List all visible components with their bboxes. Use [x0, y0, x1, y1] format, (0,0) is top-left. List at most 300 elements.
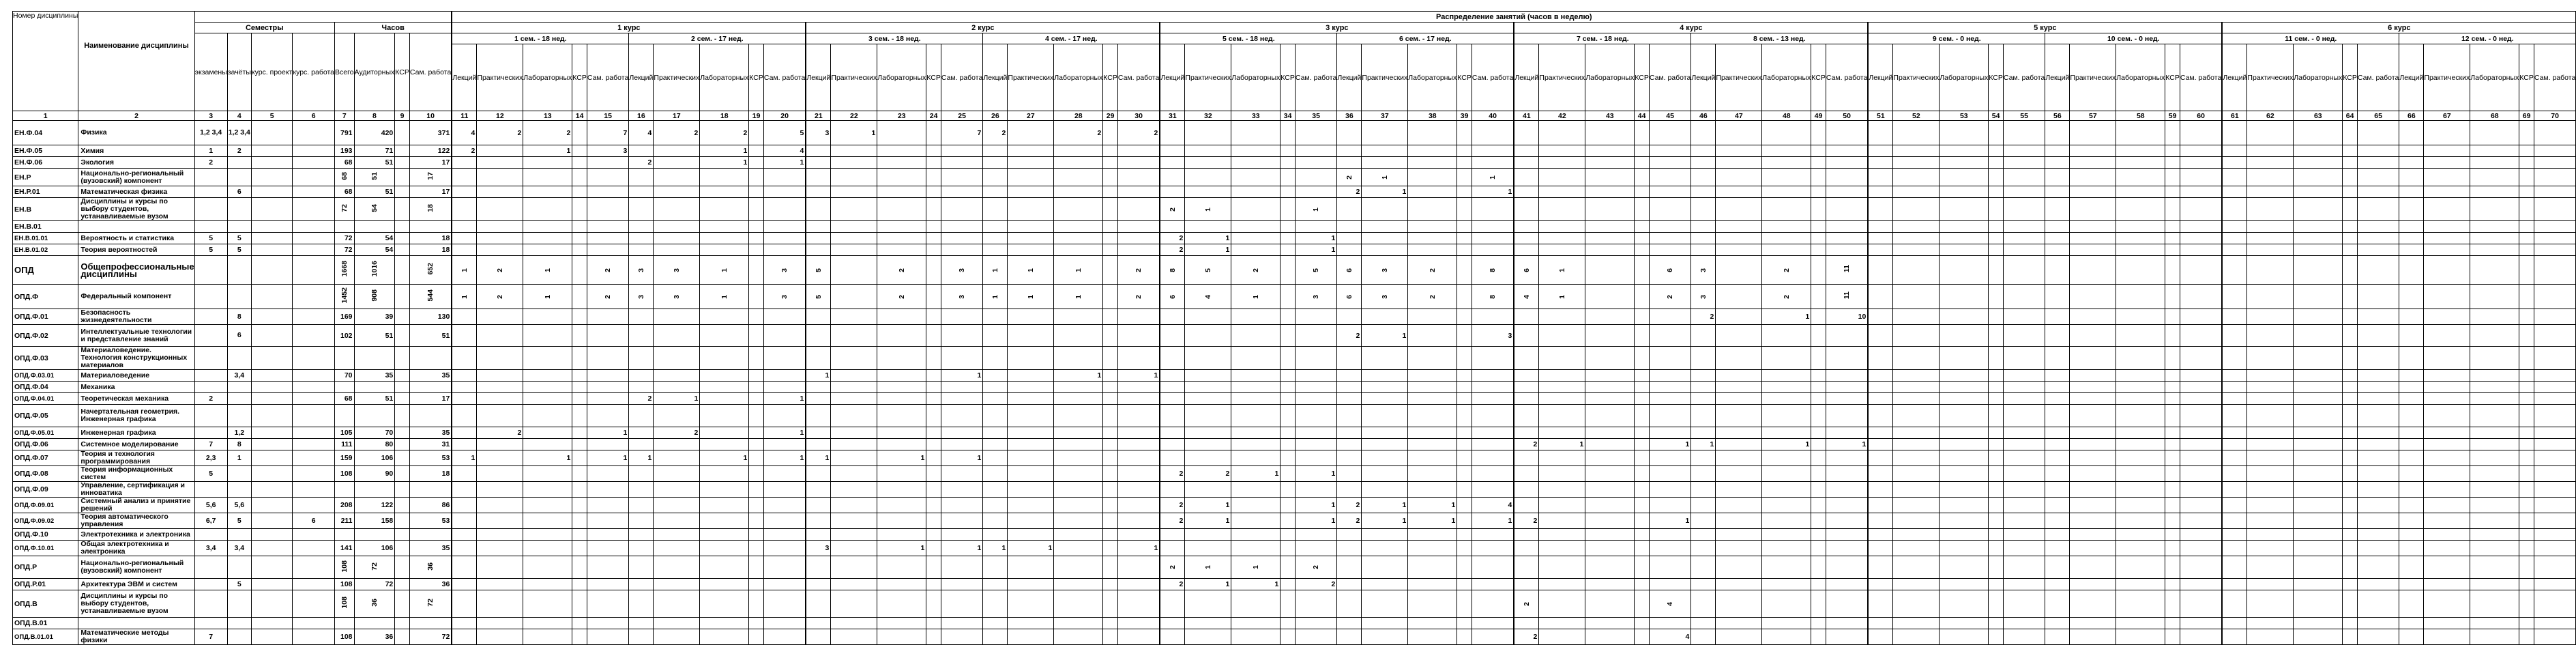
weekly-hours — [523, 482, 572, 498]
weekly-hours — [983, 579, 1008, 590]
lesson-type-header: Сам. работа — [1472, 44, 1514, 111]
weekly-hours — [1940, 590, 1989, 618]
weekly-hours — [452, 309, 477, 325]
hours-aud — [354, 256, 395, 285]
weekly-hours — [1691, 169, 1716, 186]
weekly-hours — [806, 347, 831, 370]
discipline-name: Архитектура ЭВМ и систем — [78, 579, 194, 590]
hours-total — [334, 590, 354, 618]
weekly-hours — [877, 121, 926, 145]
weekly-hours — [831, 541, 877, 556]
weekly-hours — [1472, 382, 1514, 393]
weekly-hours — [477, 405, 523, 427]
weekly-hours — [1362, 145, 1408, 157]
weekly-hours — [654, 256, 700, 285]
weekly-hours: 1 — [1762, 309, 1811, 325]
weekly-hours — [572, 439, 587, 450]
weekly-hours — [2003, 556, 2045, 579]
weekly-hours — [749, 370, 764, 382]
weekly-hours-value: 1 — [1251, 565, 1260, 569]
weekly-hours — [1585, 370, 1635, 382]
discipline-name: Национально-региональный (вузовский) компонент — [78, 169, 194, 186]
weekly-hours — [941, 498, 982, 513]
weekly-hours — [1989, 529, 2004, 541]
hours-sam: 18 — [409, 466, 452, 482]
weekly-hours: 2 — [1160, 244, 1185, 256]
weekly-hours: 2 — [1160, 498, 1185, 513]
weekly-hours — [1054, 145, 1103, 157]
weekly-hours — [1457, 629, 1472, 645]
weekly-hours — [1940, 309, 1989, 325]
lesson-type-header: Практических — [477, 44, 523, 111]
weekly-hours — [523, 556, 572, 579]
column-number: 44 — [1635, 111, 1650, 121]
weekly-hours — [1103, 256, 1118, 285]
semester-kr — [293, 618, 335, 629]
hours-sam-value: 36 — [426, 562, 435, 571]
weekly-hours — [1893, 244, 1940, 256]
discipline-name: Материаловедение — [78, 370, 194, 382]
weekly-hours — [1989, 629, 2004, 645]
weekly-hours — [1457, 382, 1472, 393]
weekly-hours — [2180, 285, 2222, 309]
weekly-hours: 2 — [1054, 121, 1103, 145]
weekly-hours — [1762, 556, 1811, 579]
weekly-hours — [1649, 121, 1690, 145]
weekly-hours — [523, 405, 572, 427]
weekly-hours — [2045, 121, 2070, 145]
weekly-hours — [1117, 145, 1160, 157]
weekly-hours — [877, 157, 926, 169]
weekly-hours — [1408, 579, 1457, 590]
weekly-hours — [1762, 382, 1811, 393]
weekly-hours — [1117, 513, 1160, 529]
hours-ksr — [395, 541, 410, 556]
weekly-hours — [1408, 325, 1457, 347]
weekly-hours — [1280, 556, 1296, 579]
weekly-hours — [2294, 309, 2343, 325]
weekly-hours — [1514, 186, 1539, 198]
weekly-hours — [1635, 285, 1650, 309]
weekly-hours — [2045, 513, 2070, 529]
weekly-hours — [941, 198, 982, 221]
weekly-hours — [2180, 427, 2222, 439]
weekly-hours — [1514, 157, 1539, 169]
weekly-hours — [1893, 498, 1940, 513]
discipline-code: ОПД — [13, 256, 78, 285]
weekly-hours — [749, 198, 764, 221]
discipline-code: ЕН.Р.01 — [13, 186, 78, 198]
weekly-hours — [1940, 256, 1989, 285]
weekly-hours — [587, 618, 628, 629]
lesson-type-header: Лабораторных — [1408, 44, 1457, 111]
weekly-hours — [1649, 393, 1690, 405]
weekly-hours — [941, 618, 982, 629]
hours-sam-value: 17 — [426, 172, 435, 180]
weekly-hours — [926, 198, 941, 221]
hours-aud — [354, 556, 395, 579]
weekly-hours — [2070, 629, 2116, 645]
weekly-hours — [877, 629, 926, 645]
weekly-hours — [1826, 556, 1868, 579]
hours-ksr — [395, 556, 410, 579]
semester-zach: 1,2 — [227, 427, 251, 439]
weekly-hours-value: 3 — [636, 268, 645, 272]
table-row — [13, 529, 2576, 541]
weekly-hours — [2003, 309, 2045, 325]
table-row — [13, 590, 2576, 618]
weekly-hours — [941, 325, 982, 347]
weekly-hours — [587, 529, 628, 541]
weekly-hours — [1408, 186, 1457, 198]
weekly-hours — [2519, 393, 2534, 405]
hours-total: 105 — [334, 427, 354, 439]
weekly-hours — [2116, 466, 2165, 482]
weekly-hours — [700, 285, 749, 309]
weekly-hours — [941, 513, 982, 529]
weekly-hours — [2165, 427, 2180, 439]
weekly-hours — [587, 482, 628, 498]
weekly-hours-value: 2 — [1428, 268, 1437, 272]
weekly-hours — [1716, 618, 1762, 629]
weekly-hours — [1539, 579, 1585, 590]
weekly-hours — [1893, 529, 1940, 541]
hours-sam: 51 — [409, 325, 452, 347]
weekly-hours — [2470, 393, 2519, 405]
weekly-hours — [2247, 629, 2294, 645]
weekly-hours — [1117, 466, 1160, 482]
weekly-hours — [1231, 325, 1280, 347]
weekly-hours — [1008, 629, 1054, 645]
weekly-hours — [1008, 482, 1054, 498]
weekly-hours — [1160, 439, 1185, 450]
weekly-hours — [926, 427, 941, 439]
weekly-hours — [1117, 439, 1160, 450]
weekly-hours — [1280, 629, 1296, 645]
weekly-hours — [1893, 157, 1940, 169]
weekly-hours — [749, 482, 764, 498]
weekly-hours — [1514, 541, 1539, 556]
discipline-code: ОПД.Ф.03 — [13, 347, 78, 370]
weekly-hours — [2070, 439, 2116, 450]
weekly-hours — [1635, 618, 1650, 629]
weekly-hours: 1 — [1295, 466, 1336, 482]
lesson-type-header: Практических — [1362, 44, 1408, 111]
weekly-hours — [1337, 121, 1362, 145]
weekly-hours — [1103, 285, 1118, 309]
weekly-hours-value: 2 — [604, 268, 613, 272]
weekly-hours — [2399, 556, 2424, 579]
table-row — [13, 309, 2576, 325]
weekly-hours — [831, 579, 877, 590]
weekly-hours — [1940, 370, 1989, 382]
weekly-hours: 1 — [700, 145, 749, 157]
weekly-hours — [1362, 309, 1408, 325]
semester-zach — [227, 405, 251, 427]
weekly-hours — [2519, 405, 2534, 427]
weekly-hours — [1649, 256, 1690, 285]
column-number: 46 — [1691, 111, 1716, 121]
weekly-hours — [831, 629, 877, 645]
weekly-hours — [2470, 513, 2519, 529]
weekly-hours: 1 — [452, 450, 477, 466]
weekly-hours — [2343, 579, 2358, 590]
weekly-hours — [1811, 393, 1826, 405]
weekly-hours — [1762, 529, 1811, 541]
weekly-hours — [1989, 482, 2004, 498]
lesson-type-header: Лабораторных — [2294, 44, 2343, 111]
weekly-hours — [2519, 529, 2534, 541]
weekly-hours — [1539, 450, 1585, 466]
weekly-hours-value: 2 — [1666, 294, 1675, 299]
lesson-type-header: Сам. работа — [941, 44, 982, 111]
weekly-hours — [2247, 285, 2294, 309]
hours-sam — [409, 405, 452, 427]
weekly-hours — [2294, 186, 2343, 198]
hours-ksr — [395, 370, 410, 382]
weekly-hours — [2294, 629, 2343, 645]
table-row — [13, 382, 2576, 393]
weekly-hours — [2180, 169, 2222, 186]
weekly-hours — [700, 186, 749, 198]
weekly-hours — [629, 439, 654, 450]
weekly-hours — [926, 145, 941, 157]
weekly-hours — [2070, 309, 2116, 325]
column-number: 69 — [2519, 111, 2534, 121]
weekly-hours — [587, 198, 628, 221]
weekly-hours — [2294, 482, 2343, 498]
weekly-hours — [877, 405, 926, 427]
hours-sam: 122 — [409, 145, 452, 157]
weekly-hours — [1337, 556, 1362, 579]
weekly-hours — [763, 618, 806, 629]
weekly-hours-value: 3 — [1380, 294, 1389, 299]
weekly-hours — [2247, 541, 2294, 556]
weekly-hours — [941, 579, 982, 590]
weekly-hours — [523, 309, 572, 325]
weekly-hours — [1691, 618, 1716, 629]
weekly-hours — [1940, 347, 1989, 370]
weekly-hours — [1893, 513, 1940, 529]
weekly-hours — [1635, 325, 1650, 347]
weekly-hours — [1185, 186, 1231, 198]
semester-ex — [194, 370, 227, 382]
weekly-hours — [1716, 498, 1762, 513]
weekly-hours — [2534, 309, 2575, 325]
semester-kr — [293, 450, 335, 466]
discipline-code: ЕН.Ф.05 — [13, 145, 78, 157]
weekly-hours — [1362, 121, 1408, 145]
weekly-hours — [1362, 556, 1408, 579]
weekly-hours — [1811, 285, 1826, 309]
weekly-hours: 1 — [587, 427, 628, 439]
weekly-hours — [1989, 450, 2004, 466]
weekly-hours — [1691, 325, 1716, 347]
weekly-hours — [831, 285, 877, 309]
weekly-hours — [1472, 145, 1514, 157]
weekly-hours: 1 — [941, 370, 982, 382]
hours-total: 68 — [334, 186, 354, 198]
semester-kp — [251, 439, 293, 450]
table-row — [13, 285, 2576, 309]
weekly-hours — [2399, 482, 2424, 498]
weekly-hours — [2294, 439, 2343, 450]
hours-ksr — [395, 529, 410, 541]
weekly-hours — [1362, 439, 1408, 450]
weekly-hours — [2357, 145, 2399, 157]
weekly-hours: 1 — [1649, 513, 1690, 529]
weekly-hours — [1117, 325, 1160, 347]
weekly-hours — [2070, 244, 2116, 256]
weekly-hours — [1691, 198, 1716, 221]
discipline-name: Экология — [78, 157, 194, 169]
weekly-hours — [2165, 382, 2180, 393]
weekly-hours — [1295, 382, 1336, 393]
weekly-hours — [2534, 393, 2575, 405]
weekly-hours — [983, 244, 1008, 256]
weekly-hours — [2222, 325, 2247, 347]
weekly-hours — [1691, 233, 1716, 244]
weekly-hours — [831, 450, 877, 466]
weekly-hours — [1008, 498, 1054, 513]
weekly-hours — [1337, 157, 1362, 169]
weekly-hours — [587, 186, 628, 198]
weekly-hours — [1103, 427, 1118, 439]
hours-ksr — [395, 513, 410, 529]
weekly-hours — [2424, 256, 2470, 285]
weekly-hours — [806, 256, 831, 285]
weekly-hours — [1635, 466, 1650, 482]
weekly-hours — [1811, 169, 1826, 186]
semester-kr — [293, 482, 335, 498]
weekly-hours — [2116, 427, 2165, 439]
hours-sam: 53 — [409, 513, 452, 529]
weekly-hours — [629, 579, 654, 590]
weekly-hours — [1280, 198, 1296, 221]
weekly-hours — [1826, 256, 1868, 285]
column-number: 22 — [831, 111, 877, 121]
weekly-hours — [831, 556, 877, 579]
semester-ex — [194, 579, 227, 590]
col-number-header: Номер дисциплины — [13, 12, 78, 111]
weekly-hours — [1117, 393, 1160, 405]
weekly-hours — [1457, 579, 1472, 590]
semester-kr — [293, 186, 335, 198]
weekly-hours — [1649, 370, 1690, 382]
weekly-hours — [2222, 382, 2247, 393]
weekly-hours — [1893, 393, 1940, 405]
weekly-hours — [1362, 405, 1408, 427]
lesson-type-header: Практических — [2070, 44, 2116, 111]
weekly-hours: 2 — [477, 427, 523, 439]
weekly-hours — [2519, 325, 2534, 347]
semester-kr — [293, 256, 335, 285]
weekly-hours — [2180, 498, 2222, 513]
discipline-code: ОПД.Ф — [13, 285, 78, 309]
weekly-hours — [806, 198, 831, 221]
weekly-hours — [477, 221, 523, 233]
weekly-hours — [983, 157, 1008, 169]
weekly-hours-value: 3 — [958, 294, 967, 299]
weekly-hours — [523, 169, 572, 186]
weekly-hours — [452, 427, 477, 439]
weekly-hours — [523, 393, 572, 405]
weekly-hours — [1103, 370, 1118, 382]
weekly-hours — [2424, 498, 2470, 513]
weekly-hours — [1231, 145, 1280, 157]
weekly-hours — [1117, 529, 1160, 541]
weekly-hours — [877, 466, 926, 482]
weekly-hours — [1811, 541, 1826, 556]
weekly-hours — [2070, 221, 2116, 233]
weekly-hours — [654, 198, 700, 221]
weekly-hours — [1054, 347, 1103, 370]
weekly-hours-value: 2 — [1312, 565, 1321, 569]
weekly-hours — [2116, 121, 2165, 145]
weekly-hours — [654, 382, 700, 393]
weekly-hours — [2343, 427, 2358, 439]
weekly-hours — [1280, 347, 1296, 370]
weekly-hours — [1539, 466, 1585, 482]
weekly-hours — [1940, 121, 1989, 145]
weekly-hours — [2045, 244, 2070, 256]
weekly-hours — [2343, 157, 2358, 169]
weekly-hours — [2070, 482, 2116, 498]
weekly-hours — [2294, 347, 2343, 370]
weekly-hours — [477, 157, 523, 169]
weekly-hours — [1160, 382, 1185, 393]
weekly-hours — [2399, 579, 2424, 590]
weekly-hours — [1362, 450, 1408, 466]
weekly-hours — [1989, 347, 2004, 370]
weekly-hours — [877, 233, 926, 244]
semester-zach — [227, 347, 251, 370]
weekly-hours — [587, 513, 628, 529]
hours-aud: 70 — [354, 427, 395, 439]
weekly-hours — [2116, 256, 2165, 285]
weekly-hours — [2165, 370, 2180, 382]
weekly-hours — [1008, 256, 1054, 285]
lesson-type-header: Лекций — [1691, 44, 1716, 111]
weekly-hours — [877, 482, 926, 498]
lesson-type-header: Лекций — [2045, 44, 2070, 111]
semester-ex — [194, 556, 227, 579]
weekly-hours — [1868, 244, 1893, 256]
weekly-hours — [1008, 285, 1054, 309]
weekly-hours — [806, 466, 831, 482]
weekly-hours — [749, 556, 764, 579]
weekly-hours — [1514, 244, 1539, 256]
weekly-hours — [2470, 309, 2519, 325]
weekly-hours — [2399, 244, 2424, 256]
discipline-code: ОПД.В — [13, 590, 78, 618]
weekly-hours — [941, 285, 982, 309]
weekly-hours — [1054, 244, 1103, 256]
weekly-hours — [2165, 629, 2180, 645]
weekly-hours — [1337, 370, 1362, 382]
weekly-hours — [2357, 198, 2399, 221]
weekly-hours — [1008, 466, 1054, 482]
weekly-hours — [1826, 186, 1868, 198]
weekly-hours — [1103, 405, 1118, 427]
weekly-hours — [654, 529, 700, 541]
hours-ksr — [395, 157, 410, 169]
weekly-hours — [2247, 466, 2294, 482]
weekly-hours — [2519, 590, 2534, 618]
weekly-hours — [1811, 629, 1826, 645]
weekly-hours — [1008, 579, 1054, 590]
semester-kp — [251, 466, 293, 482]
